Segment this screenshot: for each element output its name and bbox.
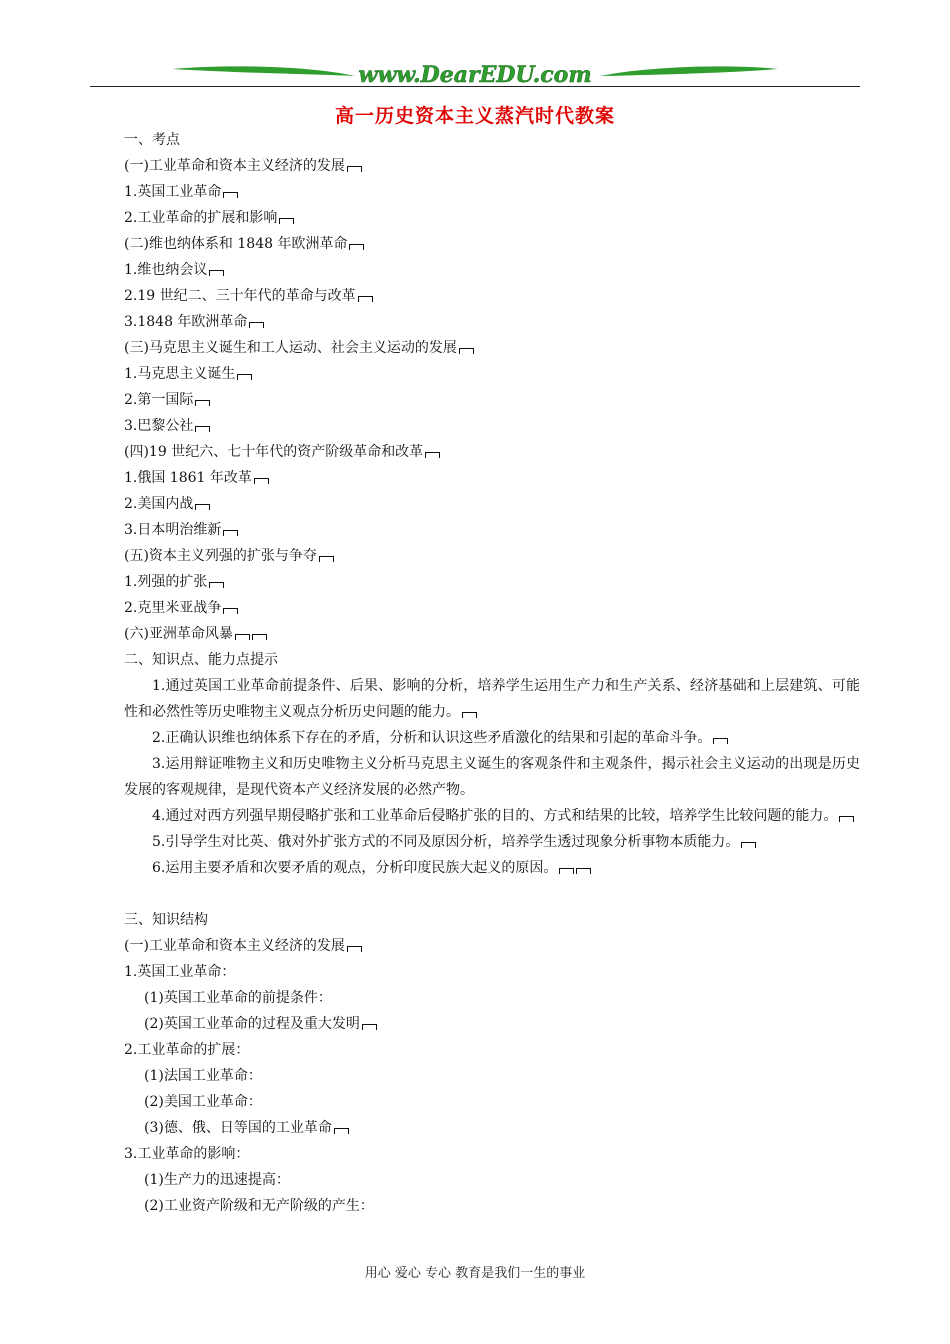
bracket-mark-icon	[319, 556, 334, 562]
bracket-mark-icon	[223, 530, 238, 536]
line-text: 二、知识点、能力点提示	[124, 652, 278, 668]
line-text: (3)德、俄、日等国的工业革命	[144, 1120, 332, 1136]
bracket-mark-icon	[195, 426, 210, 432]
outline-line	[124, 335, 860, 361]
line-text: 三、知识结构	[124, 912, 208, 928]
bracket-mark-icon	[195, 504, 210, 510]
bracket-mark-icon	[347, 946, 362, 952]
sub-item	[124, 1167, 860, 1193]
bracket-mark-icon	[576, 868, 591, 874]
outline-line	[124, 491, 860, 517]
line-text: (三)马克思主义诞生和工人运动、社会主义运动的发展	[124, 340, 457, 356]
bracket-mark-icon	[425, 452, 440, 458]
line-text: 1.列强的扩张	[124, 574, 208, 590]
sub-item	[124, 1063, 860, 1089]
bracket-mark-icon	[347, 166, 362, 172]
outline-line	[124, 543, 860, 569]
line-text: 一、考点	[124, 132, 180, 148]
bracket-mark-icon	[459, 348, 474, 354]
line-text: (一)工业革命和资本主义经济的发展	[124, 158, 345, 174]
bracket-mark-icon	[252, 634, 267, 640]
bracket-mark-icon	[358, 296, 373, 302]
line-text: 2.美国内战	[124, 496, 194, 512]
page-title: 高一历史资本主义蒸汽时代教案	[334, 105, 615, 127]
bracket-mark-icon	[254, 478, 269, 484]
line-text: 1.通过英国工业革命前提条件、后果、影响的分析，培养学生运用生产力和生产关系、经济基础和上层建筑、可能性和必然性等历史唯物主义观点分析历史问题的能力。	[124, 678, 860, 720]
outline-line	[124, 179, 860, 205]
bracket-mark-icon	[462, 712, 477, 718]
line-text: (1)英国工业革命的前提条件：	[144, 990, 332, 1006]
bracket-mark-icon	[334, 1128, 349, 1134]
line-text: 3.1848 年欧洲革命	[124, 314, 248, 330]
line-text: 2.正确认识维也纳体系下存在的矛盾，分析和认识这些矛盾激化的结果和引起的革命斗争。	[152, 730, 712, 746]
outline-line	[124, 309, 860, 335]
line-text: 1.英国工业革命	[124, 184, 222, 200]
outline-line	[124, 933, 860, 959]
bracket-mark-icon	[362, 1024, 377, 1030]
line-text: (二)维也纳体系和 1848 年欧洲革命	[124, 236, 348, 252]
paragraph	[124, 673, 860, 725]
bracket-mark-icon	[237, 374, 252, 380]
page-footer: 用心 爱心 专心 教育是我们一生的事业	[364, 1266, 586, 1281]
document-body	[124, 127, 860, 1219]
line-text: (一)工业革命和资本主义经济的发展	[124, 938, 345, 954]
outline-line	[124, 647, 860, 673]
outline-line	[124, 517, 860, 543]
outline-line	[124, 361, 860, 387]
outline-line	[124, 413, 860, 439]
outline-line	[124, 257, 860, 283]
line-text: 4.通过对西方列强早期侵略扩张和工业革命后侵略扩张的目的、方式和结果的比较，培养学生比较问题的能力。	[152, 808, 838, 824]
line-text: 3.工业革命的影响：	[124, 1146, 250, 1162]
line-text: 2.19 世纪二、三十年代的革命与改革	[124, 288, 356, 304]
line-text: 2.第一国际	[124, 392, 194, 408]
outline-line	[124, 387, 860, 413]
outline-line	[124, 907, 860, 933]
line-text: (2)美国工业革命：	[144, 1094, 262, 1110]
bracket-mark-icon	[209, 582, 224, 588]
line-text: (1)法国工业革命：	[144, 1068, 262, 1084]
line-text: (四)19 世纪六、七十年代的资产阶级革命和改革	[124, 444, 424, 460]
paragraph	[124, 855, 860, 881]
line-text: 5.引导学生对比英、俄对外扩张方式的不同及原因分析，培养学生透过现象分析事物本质能力。	[152, 834, 740, 850]
bracket-mark-icon	[195, 400, 210, 406]
blank-line	[124, 881, 860, 907]
line-text: 1.英国工业革命：	[124, 964, 236, 980]
sub-item	[124, 1193, 860, 1219]
sub-item	[124, 1115, 860, 1141]
line-text: 6.运用主要矛盾和次要矛盾的观点，分析印度民族大起义的原因。	[152, 860, 558, 876]
sub-item	[124, 985, 860, 1011]
paragraph	[124, 829, 860, 855]
outline-line	[124, 127, 860, 153]
line-text: 3.日本明治维新	[124, 522, 222, 538]
bracket-mark-icon	[713, 738, 728, 744]
outline-line	[124, 595, 860, 621]
header-rule	[90, 86, 860, 87]
outline-line	[124, 153, 860, 179]
sub-item	[124, 1011, 860, 1037]
line-text: 3.运用辩证唯物主义和历史唯物主义分析马克思主义诞生的客观条件和主观条件，揭示社会主义运动的出现是历史发展的客观规律，是现代资本产义经济发展的必然产物。	[124, 756, 860, 798]
paragraph	[124, 725, 860, 751]
logo-text: www.DearEDU.com	[358, 62, 592, 88]
line-text: 3.巴黎公社	[124, 418, 194, 434]
bracket-mark-icon	[279, 218, 294, 224]
bracket-mark-icon	[349, 244, 364, 250]
outline-line	[124, 231, 860, 257]
line-text: (五)资本主义列强的扩张与争夺	[124, 548, 317, 564]
bracket-mark-icon	[209, 270, 224, 276]
outline-line	[124, 439, 860, 465]
outline-line	[124, 1037, 860, 1063]
paragraph	[124, 803, 860, 829]
outline-line	[124, 205, 860, 231]
line-text: 1.俄国 1861 年改革	[124, 470, 252, 486]
line-text: (2)英国工业革命的过程及重大发明	[144, 1016, 360, 1032]
outline-line	[124, 569, 860, 595]
bracket-mark-icon	[223, 608, 238, 614]
line-text: 2.工业革命的扩展：	[124, 1042, 250, 1058]
bracket-mark-icon	[235, 634, 250, 640]
line-text: (六)亚洲革命风暴	[124, 626, 233, 642]
sub-item	[124, 1089, 860, 1115]
outline-line	[124, 959, 860, 985]
bracket-mark-icon	[839, 816, 854, 822]
line-text: (2)工业资产阶级和无产阶级的产生：	[144, 1198, 374, 1214]
bracket-mark-icon	[741, 842, 756, 848]
line-text: (1)生产力的迅速提高：	[144, 1172, 290, 1188]
bracket-mark-icon	[223, 192, 238, 198]
outline-line	[124, 621, 860, 647]
outline-line	[124, 465, 860, 491]
line-text: 2.克里米亚战争	[124, 600, 222, 616]
line-text: 2.工业革命的扩展和影响	[124, 210, 278, 226]
line-text: 1.马克思主义诞生	[124, 366, 236, 382]
bracket-mark-icon	[249, 322, 264, 328]
paragraph	[124, 751, 860, 803]
outline-line	[124, 1141, 860, 1167]
line-text: 1.维也纳会议	[124, 262, 208, 278]
bracket-mark-icon	[559, 868, 574, 874]
outline-line	[124, 283, 860, 309]
